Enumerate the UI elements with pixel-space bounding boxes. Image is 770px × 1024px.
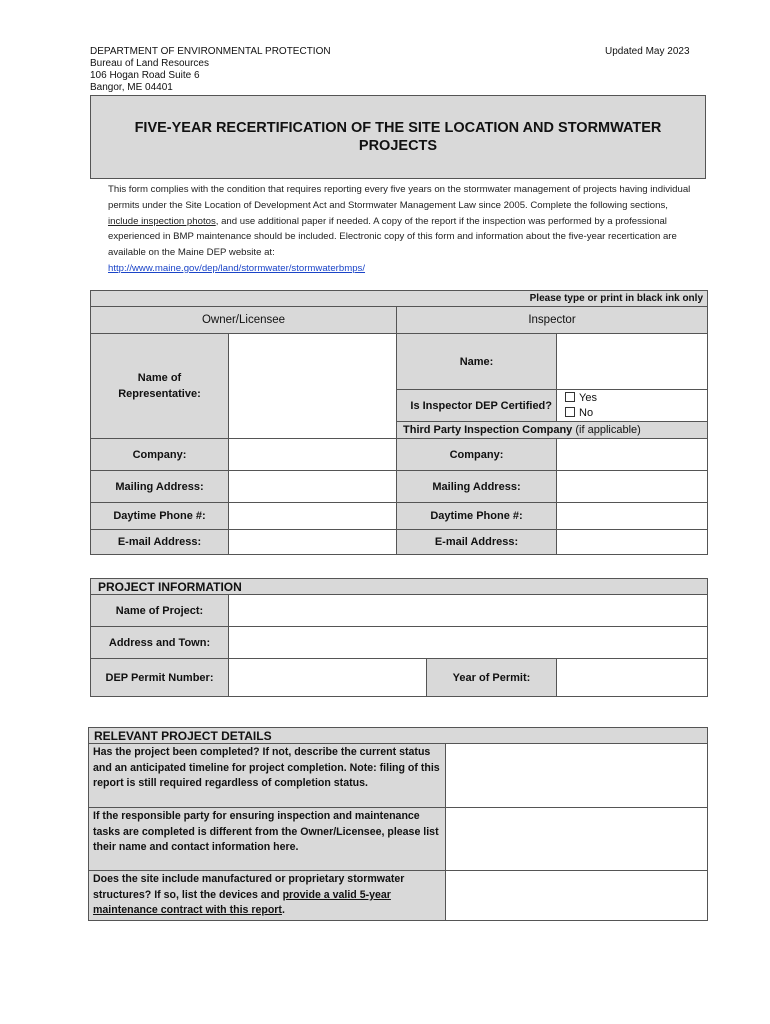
owner-heading: Owner/Licensee	[91, 307, 397, 334]
year-of-permit-field[interactable]	[557, 659, 708, 697]
inspector-company-label: Company:	[397, 439, 557, 471]
inspector-email-field[interactable]	[557, 530, 708, 555]
ink-note: Please type or print in black ink only	[91, 291, 708, 307]
responsible-party-answer-field[interactable]	[446, 808, 708, 871]
bureau-name: Bureau of Land Resources	[90, 58, 209, 69]
completion-question: Has the project been completed? If not, describe the current status and an anticipated timeline for project completion. Note: filing of this report is still required regardless of completion status.	[89, 744, 446, 808]
yes-label: Yes	[579, 391, 597, 404]
third-party-label: Third Party Inspection Company	[403, 424, 573, 436]
project-info-heading: PROJECT INFORMATION	[91, 579, 708, 595]
dep-website-link[interactable]: http://www.maine.gov/dep/land/stormwater/stormwaterbmps/	[108, 262, 366, 274]
inspector-name-label: Name:	[397, 334, 557, 390]
inspector-heading: Inspector	[397, 307, 708, 334]
name-of-representative-label: Name of Representative:	[91, 334, 229, 439]
intro-text-2: , and use additional paper if needed. A copy of the report if the inspection was performed by a professional experienced in BMP maintenance should be included. Electronic copy of this form and information about the five-year recertication are available on the Maine DEP website at:	[108, 215, 677, 259]
inspector-email-label: E-mail Address:	[397, 530, 557, 555]
agency-header	[90, 46, 331, 94]
inspector-mailing-field[interactable]	[557, 471, 708, 503]
permit-number-label: DEP Permit Number:	[91, 659, 229, 697]
proprietary-structures-answer-field[interactable]	[446, 871, 708, 921]
street-address: 106 Hogan Road Suite 6	[90, 70, 200, 81]
owner-email-field[interactable]	[229, 530, 397, 555]
proprietary-q-text: Does the site include manufactured or proprietary stormwater structures? If so, list the devices and	[93, 873, 405, 901]
project-name-label: Name of Project:	[91, 595, 229, 627]
address-town-field[interactable]	[229, 627, 708, 659]
if-applicable-label: (if applicable)	[575, 424, 641, 436]
form-title: FIVE-YEAR RECERTIFICATION OF THE SITE LOCATION AND STORMWATER PROJECTS	[90, 95, 706, 179]
contact-table	[90, 290, 708, 555]
permit-number-field[interactable]	[229, 659, 427, 697]
updated-date: Updated May 2023	[605, 46, 690, 57]
no-option[interactable]	[565, 406, 703, 421]
owner-company-field[interactable]	[229, 439, 397, 471]
department-name: DEPARTMENT OF ENVIRONMENTAL PROTECTION	[90, 46, 331, 57]
owner-name-field[interactable]	[229, 334, 397, 439]
yes-option[interactable]	[565, 391, 703, 406]
owner-mailing-label: Mailing Address:	[91, 471, 229, 503]
project-info-table	[90, 578, 708, 697]
inspector-mailing-label: Mailing Address:	[397, 471, 557, 503]
owner-phone-field[interactable]	[229, 503, 397, 530]
no-checkbox[interactable]	[565, 407, 575, 417]
certified-options	[557, 390, 708, 422]
certified-question: Is Inspector DEP Certified?	[397, 390, 557, 422]
owner-company-label: Company:	[91, 439, 229, 471]
no-label: No	[579, 406, 594, 419]
proprietary-q-underlined: provide a valid 5-year maintenance contract with this report	[93, 888, 391, 917]
inspector-phone-field[interactable]	[557, 503, 708, 530]
inspector-phone-label: Daytime Phone #:	[397, 503, 557, 530]
yes-checkbox[interactable]	[565, 392, 575, 402]
project-name-field[interactable]	[229, 595, 708, 627]
proprietary-q-end: .	[281, 904, 285, 917]
project-details-heading: RELEVANT PROJECT DETAILS	[89, 728, 708, 744]
proprietary-structures-question	[89, 871, 446, 921]
owner-email-label: E-mail Address:	[91, 530, 229, 555]
third-party-row	[397, 422, 708, 439]
responsible-party-question: If the responsible party for ensuring inspection and maintenance tasks are completed is different from the Owner/Licensee, please list their name and contact information here.	[89, 808, 446, 871]
inspector-company-field[interactable]	[557, 439, 708, 471]
intro-underlined: include inspection photos	[108, 215, 216, 227]
intro-text-1: This form complies with the condition that requires reporting every five years on the stormwater management of projects having individual permits under the Site Location of Development Act and Stormwater Management Law since 2005. Complete the following sections,	[108, 184, 691, 211]
owner-phone-label: Daytime Phone #:	[91, 503, 229, 530]
owner-mailing-field[interactable]	[229, 471, 397, 503]
completion-answer-field[interactable]	[446, 744, 708, 808]
address-town-label: Address and Town:	[91, 627, 229, 659]
intro-paragraph	[108, 182, 698, 277]
year-of-permit-label: Year of Permit:	[427, 659, 557, 697]
inspector-name-field[interactable]	[557, 334, 708, 390]
city-address: Bangor, ME 04401	[90, 82, 173, 93]
project-details-table	[88, 727, 708, 921]
